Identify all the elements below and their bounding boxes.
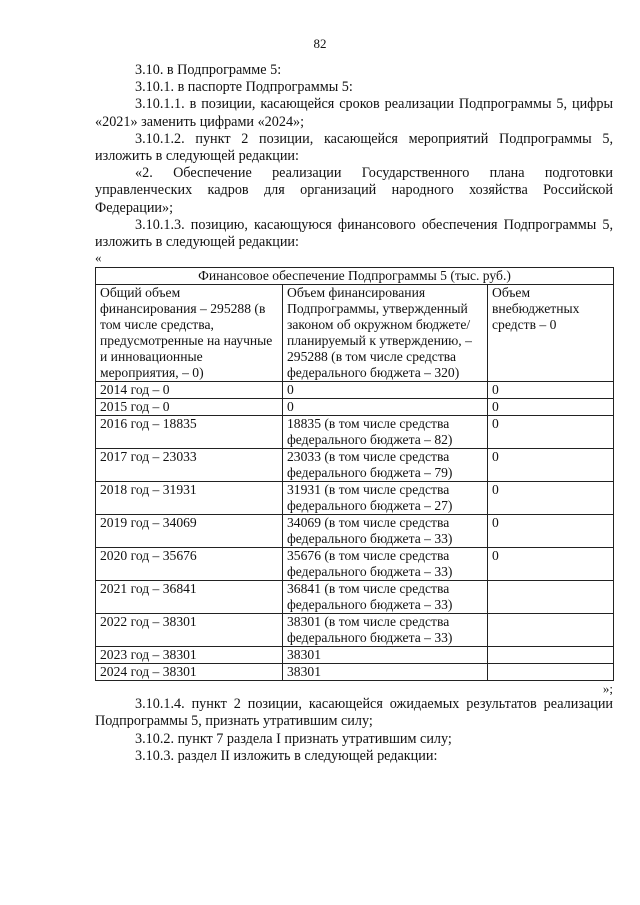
year-cell: 2021 год – 36841 xyxy=(96,581,283,614)
year-cell: 2024 год – 38301 xyxy=(96,664,283,681)
table-row xyxy=(96,664,614,681)
extrabudget-cell xyxy=(488,614,614,647)
table-row xyxy=(96,416,614,449)
year-cell: 2018 год – 31931 xyxy=(96,482,283,515)
budget-cell: 38301 xyxy=(283,664,488,681)
extrabudget-cell: 0 xyxy=(488,382,614,399)
quote-close-mark: »; xyxy=(602,681,613,697)
year-cell: 2014 год – 0 xyxy=(96,382,283,399)
page-number: 82 xyxy=(313,36,327,51)
budget-cell: 0 xyxy=(283,399,488,416)
paragraph-3-10-1-2: 3.10.1.2. пункт 2 позиции, касающейся мероприятий Подпрограммы 5, изложить в следующей редакции: xyxy=(95,130,613,165)
budget-cell: 34069 (в том числе средства федерального бюджета – 33) xyxy=(283,515,488,548)
paragraph-3-10-1: 3.10.1. в паспорте Подпрограммы 5: xyxy=(135,79,353,96)
extrabudget-cell: 0 xyxy=(488,482,614,515)
paragraph-quote-item-2: «2. Обеспечение реализации Государственного плана подготовки управленческих кадров для организаций народного хозяйства Российской Федерации»; xyxy=(95,165,613,216)
paragraph-3-10-1-4: 3.10.1.4. пункт 2 позиции, касающейся ожидаемых результатов реализации Подпрограммы 5, признать утратившим силу; xyxy=(95,696,613,730)
extrabudget-cell: 0 xyxy=(488,416,614,449)
document-body xyxy=(95,62,613,765)
year-cell: 2016 год – 18835 xyxy=(96,416,283,449)
table-header-row xyxy=(96,285,614,382)
extrabudget-cell xyxy=(488,664,614,681)
extrabudget-cell: 0 xyxy=(488,548,614,581)
year-cell: 2022 год – 38301 xyxy=(96,614,283,647)
extrabudget-cell: 0 xyxy=(488,449,614,482)
paragraph-3-10: 3.10. в Подпрограмме 5: xyxy=(135,62,282,78)
paragraph-3-10-2: 3.10.2. пункт 7 раздела I признать утратившим силу; xyxy=(135,730,452,747)
budget-cell: 0 xyxy=(283,382,488,399)
budget-cell: 36841 (в том числе средства федерального бюджета – 33) xyxy=(283,581,488,614)
table-title-row xyxy=(96,268,614,285)
extrabudget-cell xyxy=(488,581,614,614)
extrabudget-cell: 0 xyxy=(488,515,614,548)
budget-cell: 31931 (в том числе средства федерального бюджета – 27) xyxy=(283,482,488,515)
table-row xyxy=(96,548,614,581)
year-cell: 2017 год – 23033 xyxy=(96,449,283,482)
table-row xyxy=(96,614,614,647)
extrabudget-cell xyxy=(488,647,614,664)
budget-cell: 38301 xyxy=(283,647,488,664)
year-cell: 2023 год – 38301 xyxy=(96,647,283,664)
budget-cell: 35676 (в том числе средства федерального бюджета – 33) xyxy=(283,548,488,581)
year-cell: 2015 год – 0 xyxy=(96,399,283,416)
table-row xyxy=(96,399,614,416)
table-row xyxy=(96,482,614,515)
quote-open-mark: « xyxy=(95,250,102,266)
header-extrabudget: Объем внебюджетных средств – 0 xyxy=(488,285,614,382)
year-cell: 2020 год – 35676 xyxy=(96,548,283,581)
budget-cell: 23033 (в том числе средства федерального бюджета – 79) xyxy=(283,449,488,482)
financing-table xyxy=(95,267,614,681)
paragraph-3-10-1-3: 3.10.1.3. позицию, касающуюся финансового обеспечения Подпрограммы 5, изложить в следующей редакции: xyxy=(95,216,613,251)
budget-cell: 18835 (в том числе средства федерального бюджета – 82) xyxy=(283,416,488,449)
budget-cell: 38301 (в том числе средства федерального бюджета – 33) xyxy=(283,614,488,647)
paragraph-3-10-1-1: 3.10.1.1. в позиции, касающейся сроков реализации Подпрограммы 5, цифры «2021» заменить цифрами «2024»; xyxy=(95,96,613,130)
header-total-volume: Общий объем финансирования – 295288 (в том числе средства, предусмотренные на научные и инновационные мероприятия, – 0) xyxy=(96,285,283,382)
extrabudget-cell: 0 xyxy=(488,399,614,416)
table-row xyxy=(96,581,614,614)
table-title: Финансовое обеспечение Подпрограммы 5 (тыс. руб.) xyxy=(96,268,614,285)
table-row xyxy=(96,515,614,548)
year-cell: 2019 год – 34069 xyxy=(96,515,283,548)
table-row xyxy=(96,647,614,664)
table-row xyxy=(96,449,614,482)
table-row xyxy=(96,382,614,399)
paragraph-3-10-3: 3.10.3. раздел II изложить в следующей редакции: xyxy=(135,747,438,764)
header-program-volume: Объем финансирования Подпрограммы, утвержденный законом об окружном бюджете/планируемый к утверждению, – 295288 (в том числе средства федерального бюджета – 320) xyxy=(283,285,488,382)
